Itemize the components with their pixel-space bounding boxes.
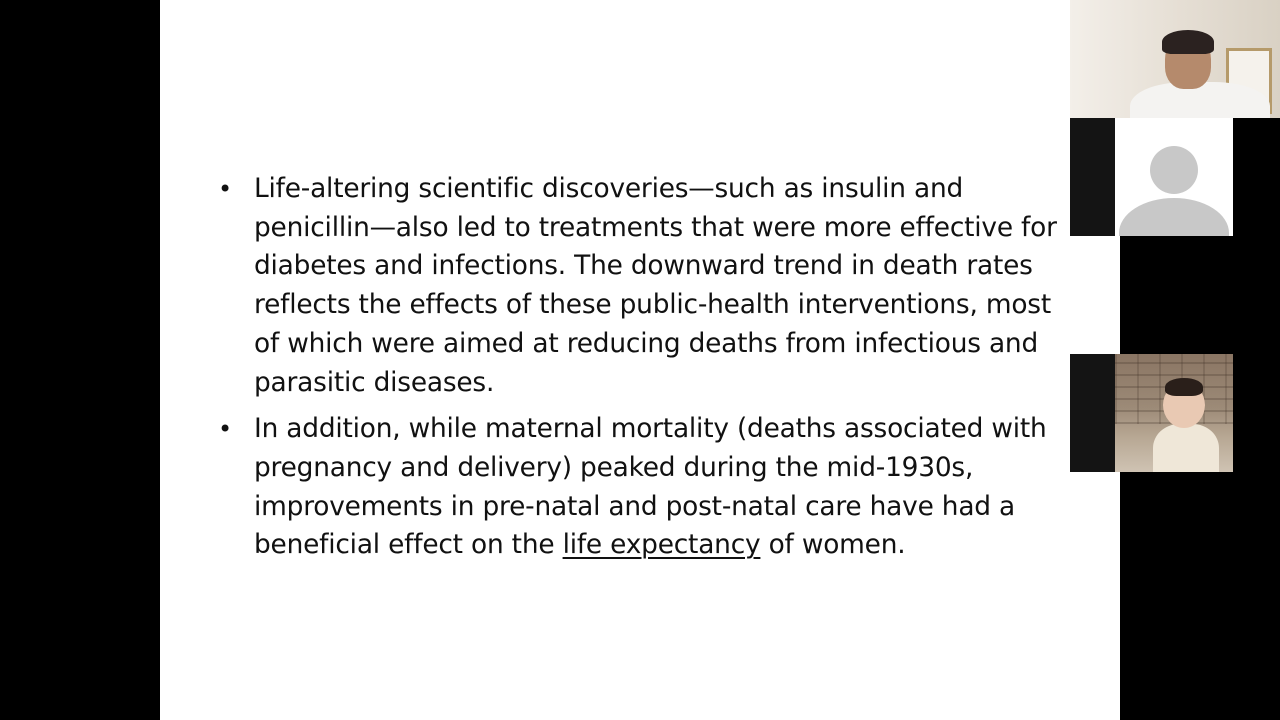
child-body [1153, 424, 1219, 472]
participant-tile-gap [1070, 354, 1115, 472]
participant-video-presenter[interactable] [1070, 0, 1280, 118]
bullet-icon: • [218, 175, 232, 203]
bullet-1-text: Life-altering scientific discoveries—such as insulin and penicillin—also led to treatments that were more effective for diabetes and infections. The downward trend in death rates reflects the effects of these public-health interventions, most of which were aimed at reducing deaths from infectious and parasitic diseases. [254, 173, 1057, 398]
life-expectancy-link[interactable]: life expectancy [562, 529, 761, 561]
bullet-2-text: In addition, while maternal mortality (deaths associated with pregnancy and delivery) peaked during the mid-1930s, improvements in pre-natal and post-natal care have had a beneficial effect on the [254, 413, 1047, 561]
bullet-icon: • [218, 415, 232, 444]
presenter-hair [1162, 30, 1214, 54]
participant-tile-gap [1070, 118, 1115, 236]
bullet-item-1 [218, 170, 1074, 402]
user-avatar-icon [1150, 146, 1198, 194]
child-hair [1165, 378, 1203, 396]
presenter-body [1130, 82, 1270, 118]
participant-video-child[interactable] [1115, 354, 1233, 472]
bullet-item-2 [218, 410, 1074, 565]
bullet-2-text-end: of women. [760, 529, 906, 561]
user-avatar-body-icon [1119, 198, 1229, 236]
slide-bullet-list [218, 170, 1074, 573]
shared-slide [160, 0, 1120, 720]
participant-avatar-tile[interactable] [1115, 118, 1233, 236]
